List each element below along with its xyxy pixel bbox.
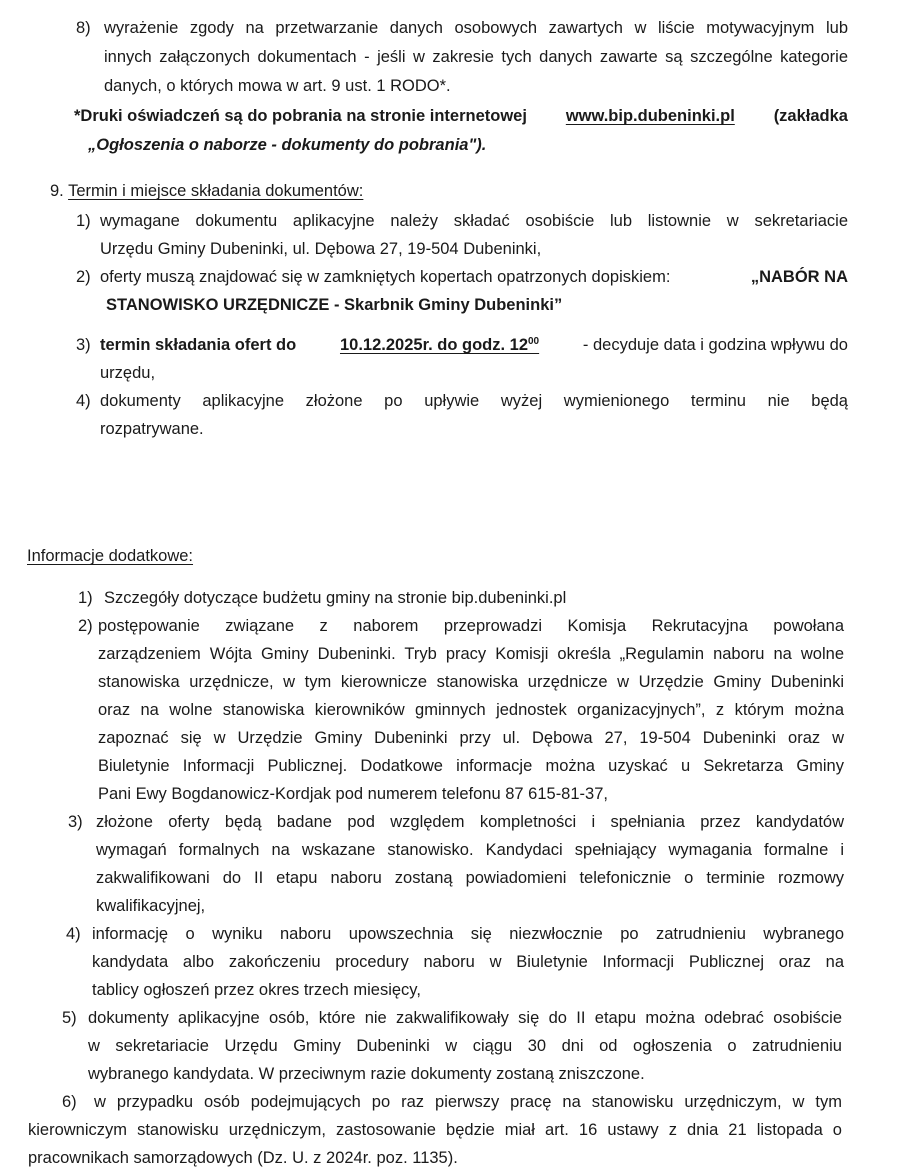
item-text-line: postępowanie związane z naborem przeprowadzi Komisja Rekrutacyjna powołana — [98, 617, 844, 635]
item-number: 3) — [68, 813, 83, 831]
item-text-line: zakwalifikowani do II etapu naboru zostaną powiadomieni telefonicznie o terminie rozmowy — [96, 869, 844, 887]
item-text-line: dokumenty aplikacyjne złożone po upływie wyżej wymienionego terminu nie będą — [100, 392, 848, 410]
item-text-line: kierowniczym stanowisku urzędniczym, zastosowanie będzie miał art. 16 ustawy z dnia 21 listopada o — [28, 1121, 842, 1139]
item-text-line: kandydata albo zakończeniu procedury naboru w Biuletynie Informacji Publicznej oraz na — [92, 953, 844, 971]
item-text-line: innych załączonych dokumentach - jeśli w zakresie tych danych zawarte są szczególne kategorie — [104, 48, 848, 66]
item-text-line: stanowiska urzędnicze, w tym kierownicze stanowiska urzędnicze w Urzędzie Gminy Dubeninki — [98, 673, 844, 691]
item-number: 1) — [76, 212, 91, 230]
item-text-line: dokumenty aplikacyjne osób, które nie zakwalifikowały się do II etapu można odebrać osobiście — [88, 1009, 842, 1027]
item-text-line: złożone oferty będą badane pod względem kompletności i spełniania przez kandydatów — [96, 813, 844, 831]
item-text-line: wybranego kandydata. W przeciwnym razie dokumenty zostaną zniszczone. — [88, 1065, 645, 1083]
item-text-line: wymagań formalnych na wskazane stanowisko. Kandydaci spełniający wymagania formalne i — [96, 841, 844, 859]
envelope-label: „NABÓR NA — [750, 268, 848, 286]
section-number: 9. — [50, 182, 64, 200]
item-text-line: zapoznać się w Urzędzie Gminy Dubeninki przy ul. Dębowa 27, 19-504 Dubeninki oraz w — [98, 729, 844, 747]
additional-info-heading: Informacje dodatkowe: — [27, 547, 194, 565]
item-text-line: danych, o których mowa w art. 9 ust. 1 RODO*. — [104, 77, 451, 95]
item-text-line: zarządzeniem Wójta Gminy Dubeninki. Tryb pracy Komisji określa „Regulamin naboru na wolne — [98, 645, 844, 663]
item-number: 1) — [78, 589, 93, 607]
item-number: 4) — [66, 925, 81, 943]
section-9-heading — [50, 180, 363, 202]
item-text-line: wyrażenie zgody na przetwarzanie danych osobowych zawartych w liście motywacyjnym lub — [104, 19, 848, 37]
item-number: 5) — [62, 1009, 77, 1027]
item-text-line: rozpatrywane. — [100, 420, 204, 438]
deadline-prefix: termin składania ofert do — [100, 336, 297, 354]
item-text-line: pracownikach samorządowych (Dz. U. z 2024r. poz. 1135). — [28, 1149, 458, 1167]
item-number: 2) — [78, 617, 93, 635]
deadline-date: 10.12.2025r. do godz. $12^{00}$ — [339, 336, 540, 354]
item-text-line: Biuletynie Informacji Publicznej. Dodatkowe informacje można uzyskać u Sekretarza Gminy — [98, 757, 844, 775]
item-text-line: kwalifikacyjnej, — [96, 897, 206, 915]
footnote-text: *Druki oświadczeń są do pobrania na stronie internetowej — [74, 107, 527, 125]
item-number: 6) — [62, 1093, 77, 1111]
item-number: 2) — [76, 268, 91, 286]
item-text-line: Pani Ewy Bogdanowicz-Kordjak pod numerem telefonu 87 615-81-37, — [98, 785, 608, 803]
item-text-line: w sekretariacie Urzędu Gminy Dubeninki w ciągu 30 dni od ogłoszenia o zatrudnieniu — [88, 1037, 842, 1055]
item-number: 4) — [76, 392, 91, 410]
item-text-line: wymagane dokumentu aplikacyjne należy składać osobiście lub listownie w sekretariacie — [100, 212, 848, 230]
item-text-line: w przypadku osób podejmujących po raz pierwszy pracę na stanowisku urzędniczym, w tym — [94, 1093, 842, 1111]
item-text-line: oraz na wolne stanowiska kierowników gminnych jednostek organizacyjnych”, z którym można — [98, 701, 844, 719]
item-text: oferty muszą znajdować się w zamkniętych kopertach opatrzonych dopiskiem: — [100, 268, 671, 286]
footnote-tab-name: „Ogłoszenia o naborze - dokumenty do pobrania"). — [88, 136, 487, 154]
item-text-line: Szczegóły dotyczące budżetu gminy na stronie bip.dubeninki.pl — [104, 589, 567, 607]
item-text-line: tablicy ogłoszeń przez okres trzech miesięcy, — [92, 981, 421, 999]
item-text-line: urzędu, — [100, 364, 156, 382]
item-number: 8) — [76, 19, 91, 37]
item-text-line: informację o wyniku naboru upowszechnia się niezwłocznie po zatrudnieniu wybranego — [92, 925, 844, 943]
footnote-text: (zakładka — [773, 107, 848, 125]
envelope-label: STANOWISKO URZĘDNICZE - Skarbnik Gminy Dubeninki” — [106, 296, 563, 314]
section-title: Termin i miejsce składania dokumentów: — [68, 182, 364, 200]
item-text: - decyduje data i godzina wpływu do — [582, 336, 848, 354]
bip-link[interactable]: www.bip.dubeninki.pl — [565, 107, 735, 125]
item-text-line: Urzędu Gminy Dubeninki, ul. Dębowa 27, 19-504 Dubeninki, — [100, 240, 542, 258]
item-number: 3) — [76, 336, 91, 354]
